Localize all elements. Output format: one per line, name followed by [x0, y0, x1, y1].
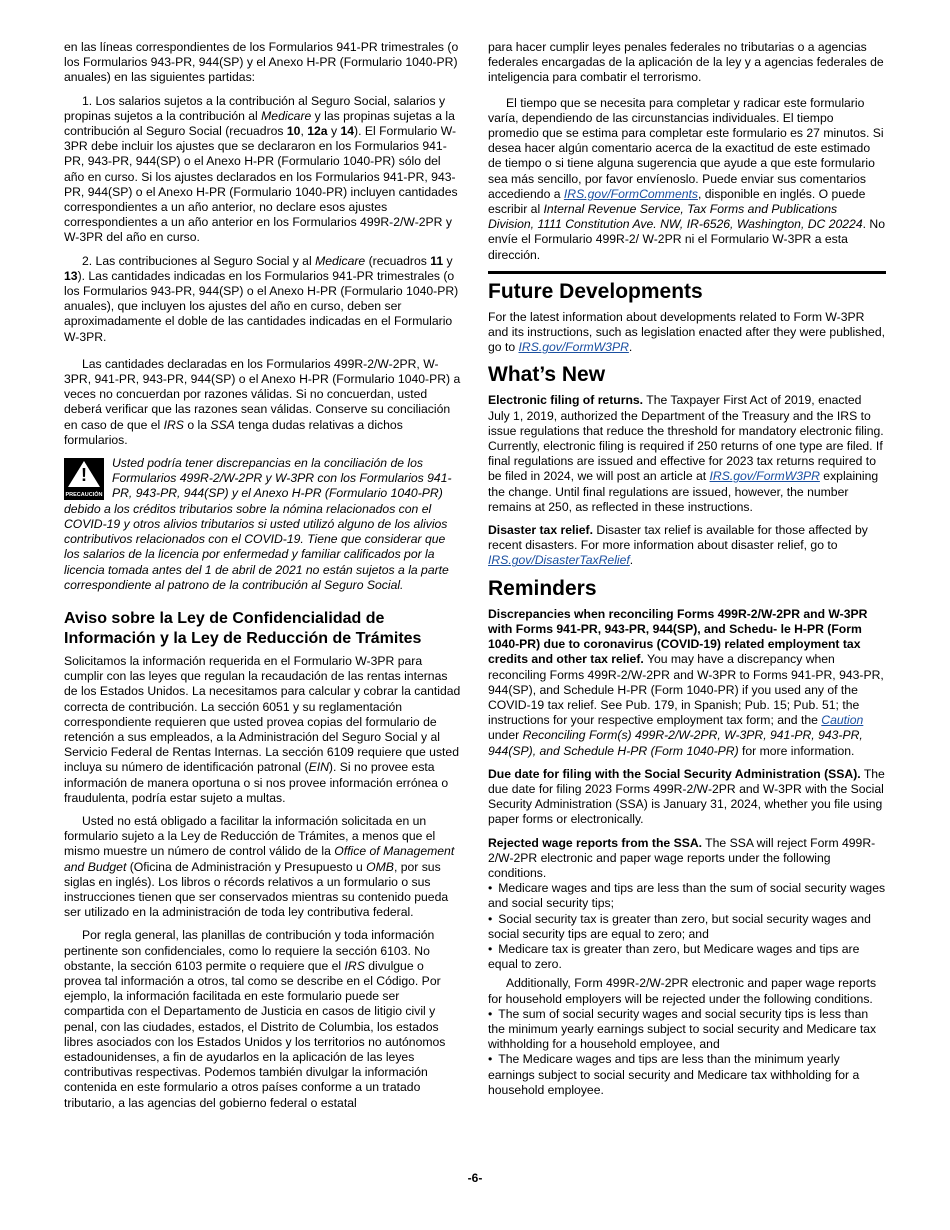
intro-paragraph: en las líneas correspondientes de los Formularios 941-PR trimestrales (o los Formularios 943-PR, 944(SP) y el Anexo H-PR (Formulario 1040-PR) anuales) en las siguientes partidas:	[64, 40, 459, 85]
bullet-item: • The sum of social security wages and social security tips is less than the minimum yearly earnings subject to social security and Medicare tax withholding for a household employee, and	[488, 1007, 886, 1053]
whats-new-heading: What’s New	[488, 363, 606, 387]
continued-paragraph: para hacer cumplir leyes penales federales no tributarias o a agencias federales encargadas de la aplicación de la ley y a agencias federales de inteligencia para combatir el terrorismo.	[488, 40, 884, 85]
privacy-paragraph-1: Solicitamos la información requerida en el Formulario W-3PR para cumplir con las leyes que regulan la recaudación de las rentas internas de los Estados Unidos. La necesitamos para calcular y cobrar la cantidad correcta de contribución. La sección 6051 y su reglamentación correspondiente requieren que usted provea copias del formulario de retención a sus empleados, a la Administración del Seguro Social y al Servicio Federal de Rentas Internas. La sección 6109 requiere que usted incluya su número de identificación patronal (EIN). Si no provee esta información de manera oportuna o si nos provee información errónea o fraudulenta, podría estar sujeto a multas.	[64, 653, 461, 805]
additional-paragraph: Additionally, Form 499R-2/W-2PR electronic and paper wage reports for household employers will be rejected under the following conditions.	[488, 976, 877, 1006]
discrepancies-paragraph: Discrepancies when reconciling Forms 499R-2/W-2PR and W-3PR with Forms 941-PR, 943-PR, 944(SP), and Schedu- le H-PR (Form 1040-PR) due to coronavirus (COVID-19) related employment tax credits and other tax relief. You may have a discrepancy when reconciling Forms 499R-2/W-2PR and W-3PR to Forms 941-PR, 943-PR, 944(SP), and Schedule H-PR (Form 1040-PR) if you used any of the COVID-19 tax relief. See Pub. 179, in Spanish; Pub. 15; Pub. 51; the instructions for your respective employment tax form; and the Caution under Reconciling Form(s) 499R-2/W-2PR, W-3PR, 941-PR, 943-PR, 944(SP), and Schedule H-PR (Form 1040-PR) for more information.	[488, 606, 884, 758]
caution-link[interactable]: Caution	[821, 713, 864, 728]
form-w3pr-link-2[interactable]: IRS.gov/FormW3PR	[709, 469, 820, 484]
future-developments-paragraph: For the latest information about developments related to Form W-3PR and its instructions, such as legislation enacted after they were published, go to IRS.gov/FormW3PR.	[488, 309, 885, 355]
electronic-filing-paragraph: Electronic filing of returns. The Taxpayer First Act of 2019, enacted July 1, 2019, authorized the Department of the Treasury and the IRS to issue regulations that reduce the threshold for mandatory electronic filing. Currently, electronic filing is required if 250 returns of one type are filed. If final regulations are issued and effective for 2023 tax returns required to be filed in 2024, we will post an article at IRS.gov/FormW3PR explaining the change. Until final regulations are issued, however, the number remains at 250, as reflected in these instructions.	[488, 393, 884, 514]
section-divider	[488, 271, 886, 274]
page-number: -6-	[467, 1171, 483, 1185]
right-column	[488, 40, 886, 1098]
future-developments-heading: Future Developments	[488, 279, 703, 303]
reminders-heading: Reminders	[488, 576, 597, 600]
form-comments-link[interactable]: IRS.gov/FormComments	[563, 186, 698, 201]
caution-icon: ! PRECAUCIÓN	[64, 458, 104, 500]
disaster-relief-link[interactable]: IRS.gov/DisasterTaxRelief	[488, 553, 630, 568]
privacy-heading: Aviso sobre la Ley de Confidencialidad de Información y la Ley de Reducción de Trámites	[64, 609, 422, 647]
rejected-reports-paragraph: Rejected wage reports from the SSA. The SSA will reject Form 499R-2/W-2PR electronic and paper wage reports under the following conditions.	[488, 835, 876, 880]
bullet-item: • Medicare tax is greater than zero, but Medicare wages and tips are equal to zero.	[488, 942, 886, 972]
item-2: 2. Las contribuciones al Seguro Social y al Medicare (recuadros 11 y 13). Las cantidades indicadas en los Formularios 941-PR trimestrales (o los Formularios 943-PR, 944(SP) o el Anexo H-PR (Formulario 1040-PR) anuales), que incluyen los ajustes del año en curso, deben ser aproximadamente el doble de las cantidades indicadas en el Formulario W-3PR.	[64, 253, 459, 344]
disaster-relief-paragraph: Disaster tax relief. Disaster tax relief is available for those affected by recent disasters. For more information about disaster relief, go to IRS.gov/DisasterTaxRelief.	[488, 523, 868, 568]
privacy-paragraph-2: Usted no está obligado a facilitar la información solicitada en un formulario sujeto a la Ley de Reducción de Trámites, a menos que el mismo muestre un número de control válido de la Office of Management and Budget (Oficina de Administración y Presupuesto u OMB, por sus siglas en inglés). Los libros o récords relativos a un formulario o sus instrucciones tienen que ser conservados mientras su contenido pueda ser utilizado en la administración de toda ley contributiva federal.	[64, 813, 455, 920]
bullet-item: • Medicare wages and tips are less than the sum of social security wages and social security tips;	[488, 881, 886, 911]
caution-note: ! PRECAUCIÓN Usted podría tener discrepancias en la conciliación de los Formularios 499R-2/W-2PR y W-3PR con los Formularios 941-PR, 943-PR, 944(SP) y el Anexo H-PR (Formulario 1040-PR) debido a los créditos tributarios sobre la nómina relacionados con el COVID-19 y otros alivios tributarios si usted utilizó alguno de los alivios contributivos relacionados con el COVID-19. Tiene que considerar que los salarios de la licencia por enfermedad y familiar calificados por la licencia tomada antes del 1 de abril de 2021 no están sujetos a la parte correspondiente al patrono de la contribución al Seguro Social.	[64, 456, 452, 592]
due-date-paragraph: Due date for filing with the Social Security Administration (SSA). The due date for filing 2023 Forms 499R-2/W-2PR and W-3PR with the Social Security Administration (SSA) is January 31, 2024, whether you file using paper forms or electronically.	[488, 766, 885, 827]
bullet-item: • The Medicare wages and tips are less than the minimum yearly earnings subject to social security and Medicare tax withholding for a household employee.	[488, 1052, 886, 1098]
item-1: 1. Los salarios sujetos a la contribución al Seguro Social, salarios y propinas sujetos a la contribución al Medicare y las propinas sujetas a la contribución al Seguro Social (recuadros 10, 12a y 14). El Formulario W-3PR debe incluir los ajustes que se declararon en los Formularios 941-PR, 943-PR, 944(SP) o el Anexo H-PR (Formulario 1040-PR) sólo del año en curso. Si los ajustes declarados en los Formularios 941-PR, 943-PR, 944(SP) o el Anexo H-PR (Formulario 1040-PR) incluyen cantidades correspondientes a un año anterior, no declare esos ajustes correspondientes a un año anterior en los Formularios 499R-2/W-2PR y W-3PR del año en curso.	[64, 93, 458, 245]
time-estimate-paragraph: El tiempo que se necesita para completar y radicar este formulario varía, dependiendo de las circunstancias individuales. El tiempo promedio que se estima para completar este formulario es 27 minutos. Si desea hacer algún comentario acerca de la exactitud de este estimado de tiempo o si tiene alguna sugerencia que ayude a que este formulario sea más sencillo, por favor envíenoslo. Puede enviar sus comentarios accediendo a IRS.gov/FormComments, disponible en inglés. O puede escribir al Internal Revenue Service, Tax Forms and Publications Division, 1111 Constitution Ave. NW, IR-6526, Washington, DC 20224. No envíe el Formulario 499R-2/ W-2PR ni el Formulario W-3PR a esta dirección.	[488, 95, 885, 262]
reconcile-paragraph: Las cantidades declaradas en los Formularios 499R-2/W-2PR, W-3PR, 941-PR, 943-PR, 944(SP) o el Anexo H-PR (Formulario 1040-PR) a veces no concuerdan por razones válidas. Si no concuerdan, usted deberá verificar que las razones sean válidas. Conserve su conciliación en caso de que el IRS o la SSA tenga dudas relativas a dichos formularios.	[64, 356, 461, 447]
form-w3pr-link[interactable]: IRS.gov/FormW3PR	[518, 340, 629, 355]
left-column	[64, 40, 461, 1119]
bullet-item: • Social security tax is greater than zero, but social security wages and social security tips are equal to zero; and	[488, 912, 886, 942]
privacy-paragraph-3: Por regla general, las planillas de contribución y toda información pertinente son confidenciales, como lo requiere la sección 6103. No obstante, la sección 6103 permite o requiere que el IRS divulgue o provea tal información a otros, tal como se describe en el Código. Por ejemplo, la información facilitada en este formulario puede ser compartida con el Departamento de Justicia en casos de litigio civil y penal, con las ciudades, estados, el Distrito de Columbia, los estados libres asociados con los Estados Unidos y los territorios no autónomos estadounidenses, a fin de ayudarlos en la aplicación de las leyes contributivas respectivas. Podemos también divulgar la información contenida en este formulario a otros países conforme a un tratado tributario, a las agencias del gobierno federal o estatal	[64, 928, 446, 1110]
